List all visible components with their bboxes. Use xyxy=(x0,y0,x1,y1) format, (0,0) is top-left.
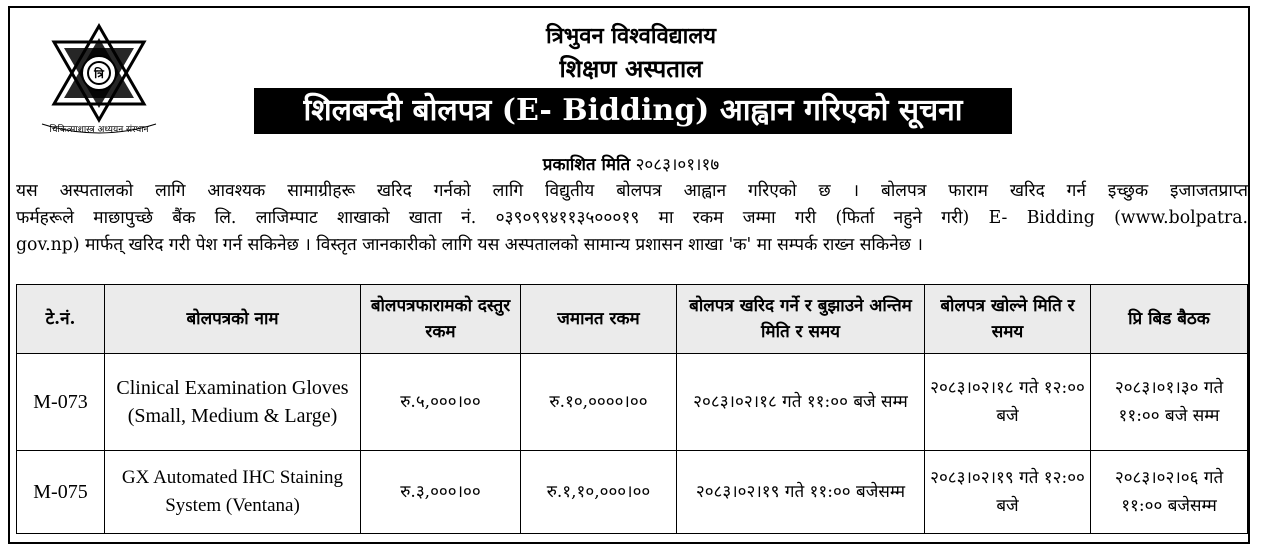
notice-body-line: gov.np) मार्फत् खरिद गरी पेश गर्न सकिनेछ । विस्तृत जानकारीको लागि यस अस्पतालको सामान्य प्रशासन शाखा 'क' मा सम्पर्क राख्न सकिनेछ । xyxy=(16,235,923,255)
security-amount: रु.१,१०,०००।०० xyxy=(521,451,677,534)
prebid-meeting: २०८३।०२।०६ गते ११:०० बजेसम्म xyxy=(1091,451,1248,534)
opening-date: २०८३।०२।१८ गते १२:०० बजे xyxy=(925,354,1091,451)
header-opening-date: बोलपत्र खोल्ने मिति र समय xyxy=(925,285,1091,354)
svg-text:त्रि: त्रि xyxy=(94,67,104,81)
table-header-row xyxy=(17,285,1248,354)
svg-text:चिकित्साशास्त्र अध्ययन संस्थान: चिकित्साशास्त्र अध्ययन संस्थान xyxy=(49,125,149,135)
header-security: जमानत रकम xyxy=(521,285,677,354)
table-row xyxy=(17,354,1248,451)
tender-name: Clinical Examination Gloves (Small, Medium & Large) xyxy=(105,354,361,451)
publication-date-line xyxy=(0,152,1262,175)
tender-code: M-075 xyxy=(17,451,105,534)
hospital-name: शिक्षण अस्पताल xyxy=(559,54,703,83)
header-tender-no: टे.नं. xyxy=(17,285,105,354)
notice-body-line: फर्महरूले माछापुच्छे बैंक लि. लाजिम्पाट शाखाको खाता नं. ०३९०९९४११३५०००१९ मा रकम जम्मा गरी (फिर्ता नहुने गरी) E- Bidding (www.bolpatra. xyxy=(16,208,1248,228)
form-fee: रु.५,०००।०० xyxy=(361,354,521,451)
publication-date-value: २०८३।०१।१७ xyxy=(635,155,720,175)
header-submission-deadline: बोलपत्र खरिद गर्ने र बुझाउने अन्तिम मिति र समय xyxy=(677,285,925,354)
header-prebid-meeting: प्रि बिड बैठक xyxy=(1091,285,1248,354)
tender-code: M-073 xyxy=(17,354,105,451)
prebid-meeting: २०८३।०१।३० गते ११:०० बजे सम्म xyxy=(1091,354,1248,451)
table-row xyxy=(17,451,1248,534)
header-form-fee: बोलपत्रफारामको दस्तुर रकम xyxy=(361,285,521,354)
submission-deadline: २०८३।०२।१९ गते ११:०० बजेसम्म xyxy=(677,451,925,534)
security-amount: रु.१०,००००।०० xyxy=(521,354,677,451)
publication-date-label: प्रकाशित मिति xyxy=(542,155,631,175)
notice-body xyxy=(16,178,1248,259)
submission-deadline: २०८३।०२।१८ गते ११:०० बजे सम्म xyxy=(677,354,925,451)
tender-name: GX Automated IHC Staining System (Ventana) xyxy=(105,451,361,534)
header-tender-name: बोलपत्रको नाम xyxy=(105,285,361,354)
opening-date: २०८३।०२।१९ गते १२:०० बजे xyxy=(925,451,1091,534)
notice-body-line: यस अस्पतालको लागि आवश्यक सामाग्रीहरू खरिद गर्नको लागि विद्युतीय बोलपत्र आह्वान गरिएको छ । बोलपत्र फाराम खरिद गर्न इच्छुक इजाजतप्राप्त xyxy=(16,181,1248,201)
notice-title: शिलबन्दी बोलपत्र (E- Bidding) आह्वान गरिएको सूचना xyxy=(254,88,1012,134)
form-fee: रु.३,०००।०० xyxy=(361,451,521,534)
tender-table xyxy=(16,284,1248,534)
org-name: त्रिभुवन विश्वविद्यालय xyxy=(545,23,717,49)
